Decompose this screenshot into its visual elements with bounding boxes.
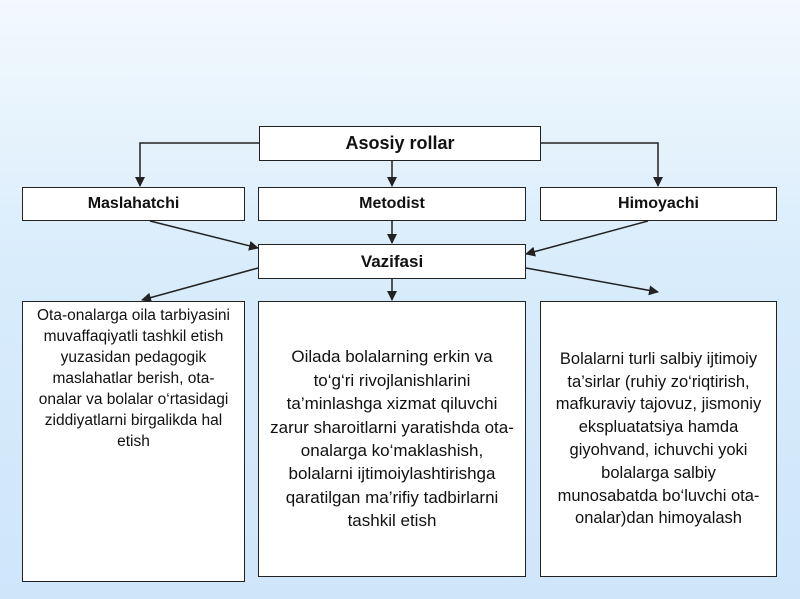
arrow-vazifasi-to-desc-right: [526, 268, 658, 292]
description-box-mid: [258, 301, 526, 577]
description-text-left: Ota-onalarga oila tarbiyasini muvaffaqiyatli tashkil etish yuzasidan pedagogik maslahatlar berish, ota-onalar va bolalar o‘rtasidagi ziddiyatlarni birgalikda hal etish: [37, 307, 230, 450]
role-box-himoyachi: [540, 187, 777, 221]
function-label: Vazifasi: [360, 251, 424, 271]
role-box-metodist: [258, 187, 526, 221]
description-box-right: [540, 301, 777, 577]
root-box: [259, 126, 541, 161]
arrow-maslahatchi-to-vazifasi: [150, 221, 258, 248]
description-box-left: [22, 301, 245, 582]
role-label-himoyachi: Himoyachi: [618, 195, 699, 212]
root-label: Asosiy rollar: [345, 133, 455, 153]
description-text-right: Bolalarni turli salbiy ijtimoiy ta’sirlar (ruhiy zo‘riqtirish, mafkuraviy tajovuz, jismoniy ekspluatatsiya hamda giyohvand, ichuvchi yoki bolalarga salbiy munosabatda bo‘luvchi ota-onalar)dan himoyalash: [555, 349, 762, 528]
description-text-mid: Oilada bolalarning erkin va to‘g‘ri rivojlanishlarini ta’minlashga xizmat qiluvchi zarur sharoitlarni yaratishda ota-onalarga ko‘maklashish, bolalarni ijtimoiylashtirishga qaratilgan ma’rifiy tadbirlarni tashkil etish: [270, 347, 514, 531]
arrow-root-to-maslahatchi: [140, 143, 260, 186]
arrow-root-to-himoyachi: [540, 143, 658, 186]
arrow-himoyachi-to-vazifasi: [526, 221, 648, 254]
function-box: [258, 244, 526, 279]
arrow-vazifasi-to-desc-left: [142, 268, 258, 300]
role-label-metodist: Metodist: [359, 195, 425, 212]
role-box-maslahatchi: [22, 187, 245, 221]
role-label-maslahatchi: Maslahatchi: [87, 195, 180, 212]
